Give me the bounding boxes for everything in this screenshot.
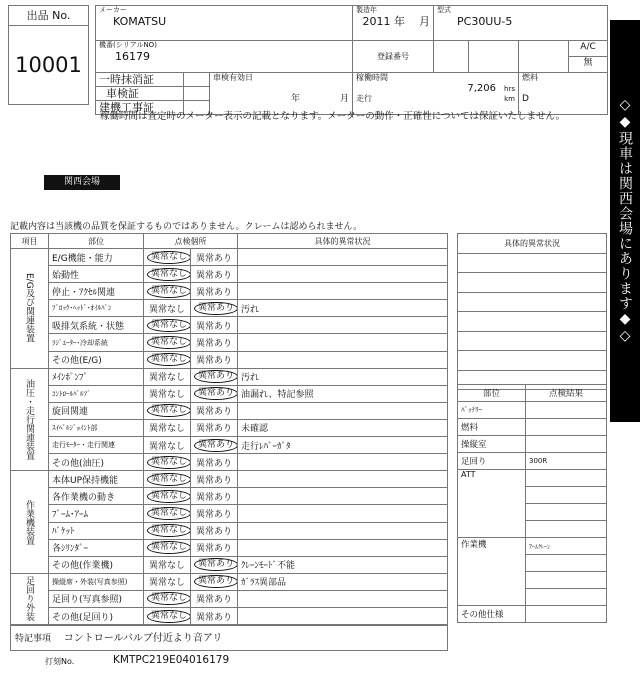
- hours-value: 7,206: [467, 82, 497, 94]
- category-label: 作業機装置: [11, 471, 49, 574]
- spec-fuel: 燃料: [458, 419, 526, 436]
- spec-header-result: 点検結果: [526, 385, 607, 402]
- detail-text: 未確認: [238, 419, 448, 436]
- option-no-abnormality[interactable]: 異常なし: [147, 404, 191, 417]
- hours-note: 稼働時間は査定時のメーター表示の記載となります。メーターの動作・正確性については保証いたしません。: [100, 111, 566, 122]
- spec-battery: ﾊﾞｯﾃﾘｰ: [458, 402, 526, 419]
- vehicle-info-table: [95, 5, 608, 115]
- maker-label: メーカー: [99, 6, 127, 14]
- option-abnormality[interactable]: 異常あり: [195, 424, 232, 435]
- option-abnormality[interactable]: 異常あり: [194, 387, 238, 400]
- maker-value: KOMATSU: [113, 15, 167, 28]
- table-row: [11, 505, 448, 522]
- detail-text: [238, 454, 448, 471]
- option-abnormality[interactable]: 異常あり: [195, 407, 232, 418]
- option-no-abnormality[interactable]: 異常なし: [147, 319, 191, 332]
- option-no-abnormality[interactable]: 異常なし: [148, 304, 185, 315]
- detail-text: 汚れ: [238, 368, 448, 385]
- option-no-abnormality[interactable]: 異常なし: [148, 561, 185, 572]
- special-notes-label: 特記事項: [15, 634, 52, 644]
- part-label: ﾊﾞｹｯﾄ: [49, 522, 144, 539]
- detail-text: [238, 607, 448, 624]
- option-abnormality[interactable]: 異常あり: [195, 527, 232, 538]
- header-part: 部位: [49, 234, 144, 249]
- registration-label: 登録番号: [353, 41, 434, 73]
- option-abnormality[interactable]: 異常あり: [194, 558, 238, 571]
- serial-label: 機番(シリアルNO): [99, 41, 157, 49]
- serial-value: 16179: [115, 50, 150, 63]
- detail-text: [238, 317, 448, 334]
- table-row: [11, 402, 448, 419]
- lot-label: 出品 No.: [9, 6, 88, 26]
- year-unit: 年: [394, 15, 405, 28]
- table-row: [11, 471, 448, 488]
- part-label: その他(油圧): [49, 454, 144, 471]
- part-label: ｽｲﾍﾞﾙｼﾞｮｲﾝﾄ部: [49, 419, 144, 436]
- option-no-abnormality[interactable]: 異常なし: [147, 268, 191, 281]
- cert-vehicle-inspection: 車検証: [96, 87, 184, 101]
- detail-text: [238, 402, 448, 419]
- option-abnormality[interactable]: 異常あり: [195, 339, 232, 350]
- detail-text: [238, 334, 448, 351]
- option-no-abnormality[interactable]: 異常なし: [147, 336, 191, 349]
- option-abnormality[interactable]: 異常あり: [194, 370, 238, 383]
- option-no-abnormality[interactable]: 異常なし: [148, 373, 185, 384]
- spec-work-machine: 作業機: [458, 538, 526, 606]
- option-abnormality[interactable]: 異常あり: [195, 595, 232, 606]
- option-no-abnormality[interactable]: 異常なし: [148, 390, 185, 401]
- option-abnormality[interactable]: 異常あり: [195, 544, 232, 555]
- option-no-abnormality[interactable]: 異常なし: [147, 592, 191, 605]
- table-row: [11, 437, 448, 454]
- spec-header-part: 部位: [458, 385, 526, 402]
- header-detail: 具体的異常状況: [238, 234, 448, 249]
- option-abnormality[interactable]: 異常あり: [195, 270, 232, 281]
- cert-construction: 建機工事証: [96, 101, 184, 115]
- part-label: 本体UP保持機能: [49, 471, 144, 488]
- detail-text: [238, 539, 448, 556]
- lot-number-box: [8, 5, 89, 105]
- part-label: 旋回関連: [49, 402, 144, 419]
- part-label: ﾗｼﾞｴｰﾀｰ･冷却系統: [49, 334, 144, 351]
- spec-cab: 操縦室: [458, 436, 526, 453]
- part-label: その他(E/G): [49, 351, 144, 368]
- option-no-abnormality[interactable]: 異常なし: [147, 285, 191, 298]
- table-row: [11, 590, 448, 607]
- part-label: ﾌﾞﾛｯｸ･ﾍｯﾄﾞ･ｵｲﾙﾊﾟﾝ: [49, 300, 144, 317]
- cert-temp-deregistration: 一時抹消証: [96, 73, 184, 87]
- spec-undercarriage-value: 300R: [526, 453, 607, 470]
- option-abnormality[interactable]: 異常あり: [194, 575, 238, 588]
- hours-label: 稼働時間: [356, 73, 388, 82]
- option-abnormality[interactable]: 異常あり: [195, 492, 232, 503]
- table-row: [11, 283, 448, 300]
- option-abnormality[interactable]: 異常あり: [195, 321, 232, 332]
- disclaimer: 記載内容は当該機の品質を保証するものではありません。クレームは認められません。: [10, 222, 363, 232]
- part-label: 各ｼﾘﾝﾀﾞｰ: [49, 539, 144, 556]
- detail-text: [238, 283, 448, 300]
- fuel-value: D: [522, 94, 529, 104]
- option-no-abnormality[interactable]: 異常なし: [147, 524, 191, 537]
- part-label: その他(足回り): [49, 607, 144, 624]
- part-label: 各作業機の動き: [49, 488, 144, 505]
- extra-detail-header: 具体的異常状況: [458, 234, 607, 254]
- detail-text: ｶﾞﾗｽ異部品: [238, 573, 448, 590]
- spec-att: ATT: [458, 470, 526, 538]
- month-unit: 月: [419, 15, 430, 28]
- option-no-abnormality[interactable]: 異常なし: [147, 456, 191, 469]
- category-label: 油圧・走行関連装置: [11, 368, 49, 471]
- venue-label: 関西会場: [44, 175, 120, 190]
- special-notes: [10, 625, 448, 651]
- option-no-abnormality[interactable]: 異常なし: [148, 441, 185, 452]
- detail-text: [238, 488, 448, 505]
- inspection-year-unit: 年: [290, 94, 300, 104]
- table-row: [11, 317, 448, 334]
- table-row: [11, 351, 448, 368]
- hours-unit: hrs: [504, 84, 515, 93]
- lot-number: 10001: [15, 53, 82, 77]
- detail-text: [238, 505, 448, 522]
- table-row: [11, 556, 448, 573]
- part-label: ﾌﾞｰﾑ･ｱｰﾑ: [49, 505, 144, 522]
- stamp-label: 打刻No.: [45, 657, 75, 666]
- table-row: [11, 522, 448, 539]
- table-row: [11, 385, 448, 402]
- detail-text: [238, 471, 448, 488]
- header-check: 点検個所: [144, 234, 238, 249]
- part-label: その他(作業機): [49, 556, 144, 573]
- part-label: 始動性: [49, 266, 144, 283]
- category-label: 足回り外装: [11, 573, 49, 624]
- ac-label: A/C: [569, 41, 608, 57]
- option-abnormality[interactable]: 異常あり: [194, 302, 238, 315]
- model-value: PC30UU-5: [457, 15, 513, 28]
- option-no-abnormality[interactable]: 異常なし: [147, 541, 191, 554]
- table-row: [11, 266, 448, 283]
- option-abnormality[interactable]: 異常あり: [194, 439, 238, 452]
- year-label: 製造年: [356, 6, 377, 14]
- part-label: 走行ﾓｰﾀｰ・走行関連: [49, 437, 144, 454]
- table-row: [11, 300, 448, 317]
- model-label: 型式: [437, 6, 451, 14]
- table-row: [11, 334, 448, 351]
- option-abnormality[interactable]: 異常あり: [195, 612, 232, 623]
- detail-text: [238, 249, 448, 266]
- part-label: E/G機能・能力: [49, 249, 144, 266]
- spec-work-machine-value: ｱｰﾑｸﾚｰﾝ: [526, 538, 607, 555]
- option-no-abnormality[interactable]: 異常なし: [147, 251, 191, 264]
- part-label: ｺﾝﾄﾛｰﾙﾊﾞﾙﾌﾞ: [49, 385, 144, 402]
- option-abnormality[interactable]: 異常あり: [195, 253, 232, 264]
- detail-text: [238, 351, 448, 368]
- detail-text: [238, 522, 448, 539]
- extra-detail-table: [457, 233, 607, 390]
- mileage-label: 走行: [356, 94, 372, 103]
- stamp-number: KMTPC219E04016179: [113, 654, 230, 666]
- option-no-abnormality[interactable]: 異常なし: [147, 473, 191, 486]
- category-label: E/G及び関連装置: [11, 249, 49, 369]
- detail-text: ｸﾚｰﾝﾓｰﾄﾞ不能: [238, 556, 448, 573]
- inspection-month-unit: 月: [339, 94, 349, 104]
- inspection-date-label: 車検有効日: [213, 73, 253, 82]
- option-no-abnormality[interactable]: 異常なし: [147, 610, 191, 623]
- option-no-abnormality[interactable]: 異常なし: [148, 578, 185, 589]
- ac-value: 無: [569, 57, 608, 73]
- option-no-abnormality[interactable]: 異常なし: [147, 353, 191, 366]
- spec-other: その他仕様: [458, 606, 526, 623]
- table-row: [11, 368, 448, 385]
- spec-undercarriage: 足回り: [458, 453, 526, 470]
- part-label: ﾒｲﾝﾎﾟﾝﾌﾟ: [49, 368, 144, 385]
- table-row: [11, 249, 448, 266]
- detail-text: [238, 590, 448, 607]
- option-no-abnormality[interactable]: 異常なし: [147, 490, 191, 503]
- detail-text: 油漏れ、特記参照: [238, 385, 448, 402]
- table-row: [11, 539, 448, 556]
- table-row: [11, 573, 448, 590]
- detail-text: 汚れ: [238, 300, 448, 317]
- option-no-abnormality[interactable]: 異常なし: [147, 507, 191, 520]
- mileage-unit: km: [504, 95, 515, 103]
- part-label: 操縦席・外装(写真参照): [49, 573, 144, 590]
- inspection-table: [10, 233, 448, 625]
- option-abnormality[interactable]: 異常あり: [195, 475, 232, 486]
- special-notes-text: コントロールバルブ付近より音アリ: [63, 633, 223, 644]
- location-banner: ◇◆現車は関西会場にあります◆◇: [610, 20, 640, 422]
- detail-text: [238, 266, 448, 283]
- part-label: 足回り(写真参照): [49, 590, 144, 607]
- fuel-label: 燃料: [522, 73, 538, 82]
- part-label: 停止・ｱｸｾﾙ関連: [49, 283, 144, 300]
- part-label: 吸排気系統・状態: [49, 317, 144, 334]
- year-value: 2011: [362, 15, 391, 28]
- option-abnormality[interactable]: 異常あり: [195, 509, 232, 520]
- option-abnormality[interactable]: 異常あり: [195, 356, 232, 367]
- table-row: [11, 488, 448, 505]
- detail-text: 走行ﾚﾊﾞｰｶﾞﾀ: [238, 437, 448, 454]
- option-no-abnormality[interactable]: 異常なし: [148, 424, 185, 435]
- table-row: [11, 607, 448, 624]
- table-row: [11, 419, 448, 436]
- option-abnormality[interactable]: 異常あり: [195, 287, 232, 298]
- option-abnormality[interactable]: 異常あり: [195, 458, 232, 469]
- table-row: [11, 454, 448, 471]
- header-category: 項目: [11, 234, 49, 249]
- spec-result-table: [457, 384, 607, 623]
